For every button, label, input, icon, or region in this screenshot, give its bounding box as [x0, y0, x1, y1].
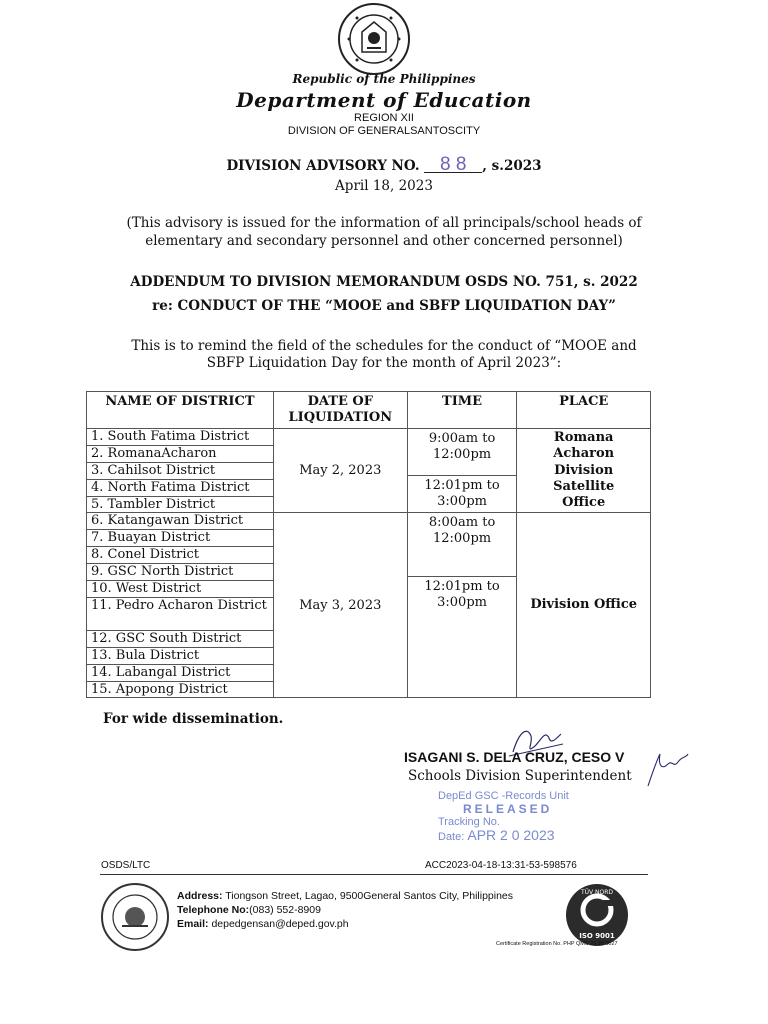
time-slot-morning-1 [408, 429, 517, 476]
districts-group-2 [87, 513, 274, 698]
stamp-unit: DepEd GSC -Records Unit [438, 790, 569, 802]
time-text: 3:00pm [437, 595, 487, 611]
tuv-iso-logo [562, 880, 632, 950]
districts-group-1 [87, 429, 274, 513]
email-label: Email: [177, 918, 209, 930]
date-group-2: May 3, 2023 [273, 513, 407, 698]
place-group-1 [517, 429, 651, 513]
district-item: 6. Katangawan District [87, 513, 273, 530]
address-text: Tiongson Street, Lagao, 9500General Santos City, Philippines [225, 890, 514, 902]
footer-contact [177, 889, 513, 931]
purpose-line-2: elementary and secondary personnel and other concerned personnel) [145, 233, 623, 249]
stamp-date-label: Date: [438, 831, 465, 843]
time-group-1 [407, 429, 517, 513]
header-date-line-1: DATE OF [307, 394, 373, 409]
records-stamp [438, 790, 618, 844]
republic-heading: Republic of the Philippines [292, 72, 476, 86]
stamp-date: APR 2 0 2023 [467, 827, 555, 843]
header-date [273, 392, 407, 429]
district-item: 10. West District [87, 581, 273, 598]
division-seal-logo [100, 882, 170, 952]
district-item: 2. RomanaAcharon [87, 446, 273, 463]
signatory-name: ISAGANI S. DELA CRUZ, CESO V [404, 749, 625, 765]
district-item: 4. North Fatima District [87, 480, 273, 497]
acc-code: ACC2023-04-18-13:31-53-598576 [425, 860, 577, 871]
closing-note: For wide dissemination. [103, 711, 284, 727]
district-item: 9. GSC North District [87, 564, 273, 581]
certificate-number: Certificate Registration No. PHP QMS 20 93 0027 [496, 941, 618, 947]
department-heading: Department of Education [236, 88, 532, 112]
place-text: Acharon [553, 446, 615, 462]
advisory-date: April 18, 2023 [335, 178, 433, 194]
subject-heading [0, 270, 768, 318]
table-header-row [87, 392, 651, 429]
advisory-number: 8 8 [424, 158, 482, 173]
subject-line-2: re: CONDUCT OF THE “MOOE and SBFP LIQUIDATION DAY” [152, 298, 616, 314]
header-time: TIME [407, 392, 517, 429]
iso-label: ISO 9001 [579, 932, 615, 940]
district-item: 3. Cahilsot District [87, 463, 273, 480]
district-item: 7. Buayan District [87, 530, 273, 547]
district-item: 1. South Fatima District [87, 429, 273, 446]
time-group-2 [407, 513, 517, 698]
place-text: Office [562, 495, 606, 511]
district-item: 5. Tambler District [91, 496, 216, 512]
district-item: 15. Apopong District [91, 681, 228, 697]
initials-mark [642, 748, 690, 788]
header-place: PLACE [517, 392, 651, 429]
division-label: DIVISION OF GENERALSANTOSCITY [287, 125, 481, 137]
district-item: 12. GSC South District [87, 631, 273, 648]
stamp-tracking: Tracking No. [438, 816, 500, 828]
region-label: REGION XII [354, 112, 414, 124]
date-group-1: May 2, 2023 [273, 429, 407, 513]
phone-label: Telephone No: [177, 904, 250, 916]
district-item: 11. Pedro Acharon District [87, 598, 273, 631]
intro-line-1: This is to remind the field of the schedules for the conduct of “MOOE and [131, 338, 637, 354]
intro-paragraph [0, 338, 768, 372]
advisory-number-line [0, 154, 768, 175]
table-row [87, 513, 651, 698]
time-text: 12:01pm to [424, 478, 500, 493]
tuv-label: TÜV NORD [580, 889, 614, 896]
purpose-paragraph [0, 214, 768, 250]
email-text: depedgensan@deped.gov.ph [211, 918, 349, 930]
reference-code: OSDS/LTC [101, 860, 151, 871]
time-slot-afternoon-2 [408, 577, 517, 687]
district-list-1 [87, 429, 273, 512]
advisory-label: DIVISION ADVISORY NO. [226, 158, 420, 174]
signatory-title: Schools Division Superintendent [408, 768, 632, 784]
time-slot-afternoon-1 [408, 476, 517, 510]
footer-divider [100, 874, 648, 875]
subject-line-1: ADDENDUM TO DIVISION MEMORANDUM OSDS NO. 751, s. 2022 [130, 274, 638, 290]
header-date-line-2: LIQUIDATION [288, 410, 393, 425]
time-text: 12:00pm [432, 447, 492, 462]
intro-line-2: SBFP Liquidation Day for the month of April 2023”: [206, 355, 562, 371]
time-text: 12:01pm to [424, 579, 500, 595]
advisory-series: , s.2023 [482, 158, 542, 174]
time-text: 8:00am to [428, 515, 496, 531]
time-text: 9:00am to [428, 431, 496, 446]
time-slot-morning-2 [408, 513, 517, 577]
table-row [87, 429, 651, 513]
stamp-status: RELEASED [463, 802, 553, 816]
phone-text: (083) 552-8909 [249, 904, 321, 916]
place-text: Romana [553, 429, 614, 445]
district-list-2 [87, 513, 273, 697]
schedule-table [86, 391, 651, 698]
place-group-2: Division Office [517, 513, 651, 698]
time-text: 3:00pm [437, 494, 487, 509]
place-text: Division [554, 462, 614, 478]
address-label: Address: [177, 890, 223, 902]
deped-seal-logo [337, 2, 411, 76]
purpose-line-1: (This advisory is issued for the information of all principals/school heads of [126, 215, 642, 231]
district-item: 14. Labangal District [87, 665, 273, 682]
header-district: NAME OF DISTRICT [87, 392, 274, 429]
district-item: 8. Conel District [87, 547, 273, 564]
district-item: 13. Bula District [87, 648, 273, 665]
time-text: 12:00pm [432, 531, 492, 547]
place-text: Satellite [553, 478, 615, 494]
